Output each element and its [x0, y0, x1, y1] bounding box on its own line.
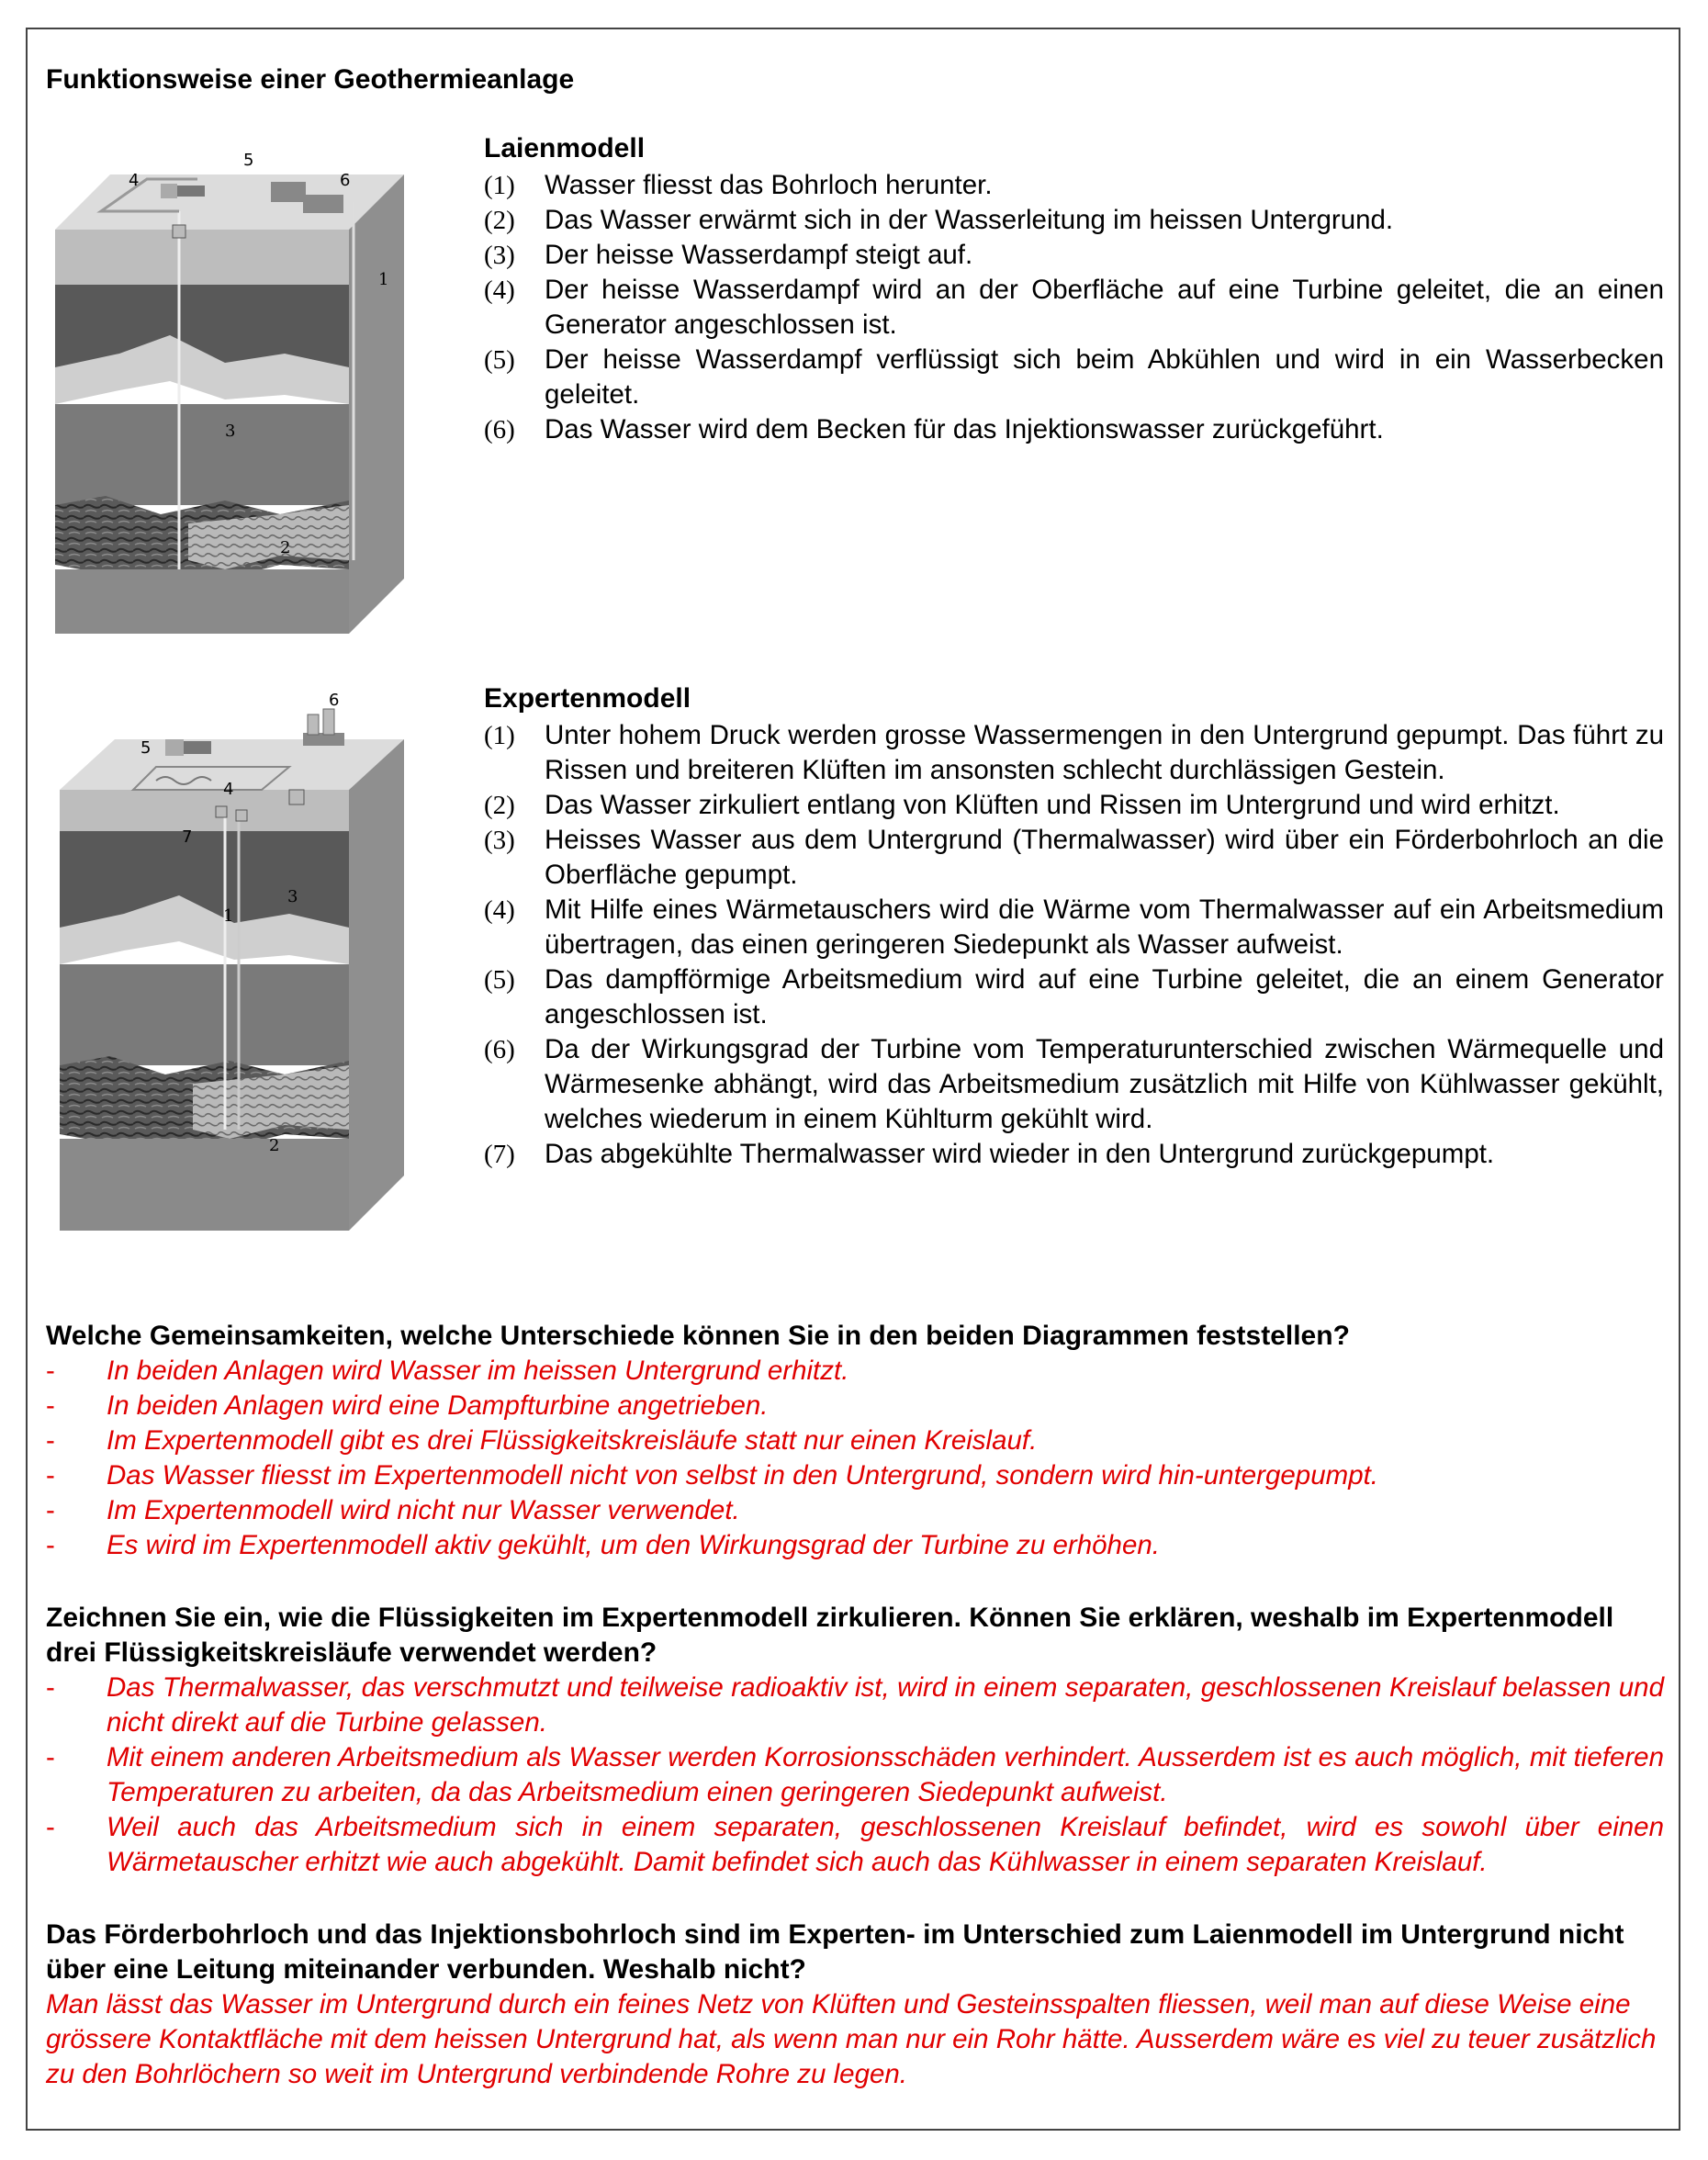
experten-label-3: 3: [287, 887, 298, 906]
question-2-section: [46, 1601, 1664, 1880]
experten-heading: Expertenmodell: [484, 683, 691, 714]
list-item: - Mit einem anderen Arbeitsmedium als Wasser werden Korrosionsschäden verhindert. Ausserdem ist es auch möglich, mit tieferen Temperaturen zu arbeiten, da das Arbeitsmedium einen geringeren Siedepunkt aufweist.: [46, 1742, 1664, 1807]
list-item: - Das Thermalwasser, das verschmutzt und teilweise radioaktiv ist, wird in einem separaten, geschlossenen Kreislauf belassen und nicht direkt auf die Turbine gelassen.: [46, 1672, 1664, 1738]
laien-list: [484, 168, 1664, 447]
question-1-section: [46, 1319, 1664, 1563]
list-item: - Weil auch das Arbeitsmedium sich in einem separaten, geschlossenen Kreislauf befindet, wird es sowohl über einen Wärmetauscher erhitzt wie auch abgekühlt. Damit befindet sich auch das Kühlwasser in einem separaten Kreislauf.: [46, 1812, 1664, 1877]
list-item: (2) Das Wasser zirkuliert entlang von Klüften und Rissen im Untergrund und wird erhitzt.: [484, 790, 1560, 820]
list-item: - Das Wasser fliesst im Expertenmodell nicht von selbst in den Untergrund, sondern wird hin-untergepumpt.: [46, 1460, 1378, 1491]
laien-label-6: 6: [340, 171, 351, 190]
laien-label-3: 3: [225, 422, 236, 441]
list-item: - Im Expertenmodell wird nicht nur Wasser verwendet.: [46, 1495, 740, 1525]
experten-label-1: 1: [223, 906, 234, 926]
list-item: (6) Das Wasser wird dem Becken für das Injektionswasser zurückgeführt.: [484, 414, 1384, 444]
list-item: (4) Mit Hilfe eines Wärmetauschers wird die Wärme vom Thermalwasser auf ein Arbeitsmedium übertragen, das einen geringeren Siedepunkt als Wasser aufweist.: [484, 894, 1664, 960]
experten-label-7: 7: [182, 827, 193, 847]
experten-label-2: 2: [269, 1136, 280, 1155]
laien-label-2: 2: [280, 538, 291, 557]
question-3: Das Förderbohrloch und das Injektionsbohrloch sind im Experten- im Unterschied zum Laienmodell im Untergrund nicht über eine Leitung miteinander verbunden. Weshalb nicht?: [46, 1919, 1624, 1985]
page-title: Funktionsweise einer Geothermieanlage: [46, 64, 575, 95]
experten-label-5: 5: [140, 738, 152, 758]
list-item: (6) Da der Wirkungsgrad der Turbine vom Temperaturunterschied zwischen Wärmequelle und Wärmesenke abhängt, wird das Arbeitsmedium zusätzlich mit Hilfe von Kühlwasser gekühlt, welches wiederum in einem Kühlturm gekühlt wird.: [484, 1034, 1664, 1134]
experten-list: [484, 718, 1664, 1172]
list-item: (4) Der heisse Wasserdampf wird an der Oberfläche auf eine Turbine geleitet, die an einen Generator angeschlossen ist.: [484, 275, 1664, 340]
question-2: Zeichnen Sie ein, wie die Flüssigkeiten im Expertenmodell zirkulieren. Können Sie erklären, weshalb im Expertenmodell drei Flüssigkeitskreisläufe verwendet werden?: [46, 1603, 1614, 1668]
list-item: (3) Der heisse Wasserdampf steigt auf.: [484, 240, 973, 270]
experten-label-6: 6: [329, 691, 340, 710]
question-3-section: [46, 1918, 1664, 2092]
laien-label-1: 1: [378, 270, 389, 289]
list-item: (5) Das dampfförmige Arbeitsmedium wird auf eine Turbine geleitet, die an einem Generator angeschlossen ist.: [484, 964, 1664, 1029]
laien-label-5: 5: [243, 151, 254, 170]
list-item: - In beiden Anlagen wird Wasser im heissen Untergrund erhitzt.: [46, 1356, 849, 1386]
answer-1-list: [46, 1354, 1664, 1563]
list-item: (1) Wasser fliesst das Bohrloch herunter.: [484, 170, 993, 200]
list-item: - Es wird im Expertenmodell aktiv gekühlt, um den Wirkungsgrad der Turbine zu erhöhen.: [46, 1530, 1160, 1560]
laien-heading: Laienmodell: [484, 133, 646, 163]
experten-label-4: 4: [223, 780, 234, 799]
list-item: - In beiden Anlagen wird eine Dampfturbine angetrieben.: [46, 1390, 769, 1421]
laien-model: [484, 131, 1664, 447]
list-item: (3) Heisses Wasser aus dem Untergrund (Thermalwasser) wird über ein Förderbohrloch an die Oberfläche gepumpt.: [484, 825, 1664, 890]
list-item: (2) Das Wasser erwärmt sich in der Wasserleitung im heissen Untergrund.: [484, 205, 1394, 235]
answer-2-list: [46, 1671, 1664, 1880]
answer-3: Man lässt das Wasser im Untergrund durch ein feines Netz von Klüften und Gesteinsspalten fliessen, weil man auf diese Weise eine grössere Kontaktfläche mit dem heissen Untergrund hat, als wenn man nur ein Rohr hätte. Ausserdem wäre es viel zu teuer zusätzlich zu den Bohrlöchern so weit im Untergrund verbindende Rohre zu legen.: [46, 1989, 1657, 2089]
question-1: Welche Gemeinsamkeiten, welche Unterschiede können Sie in den beiden Diagrammen feststellen?: [46, 1321, 1350, 1351]
list-item: - Im Expertenmodell gibt es drei Flüssigkeitskreisläufe statt nur einen Kreislauf.: [46, 1425, 1038, 1456]
top-surface: [55, 174, 404, 230]
laien-diagram: [51, 138, 418, 643]
laien-label-4: 4: [129, 171, 140, 190]
list-item: (5) Der heisse Wasserdampf verflüssigt sich beim Abkühlen und wird in ein Wasserbecken geleitet.: [484, 344, 1664, 410]
experten-diagram: [51, 689, 418, 1240]
list-item: (1) Unter hohem Druck werden grosse Wassermengen in den Untergrund gepumpt. Das führt zu Rissen und breiteren Klüften im ansonsten schlecht durchlässigen Gestein.: [484, 720, 1664, 785]
experten-model: [484, 681, 1664, 1172]
list-item: (7) Das abgekühlte Thermalwasser wird wieder in den Untergrund zurückgepumpt.: [484, 1139, 1495, 1169]
